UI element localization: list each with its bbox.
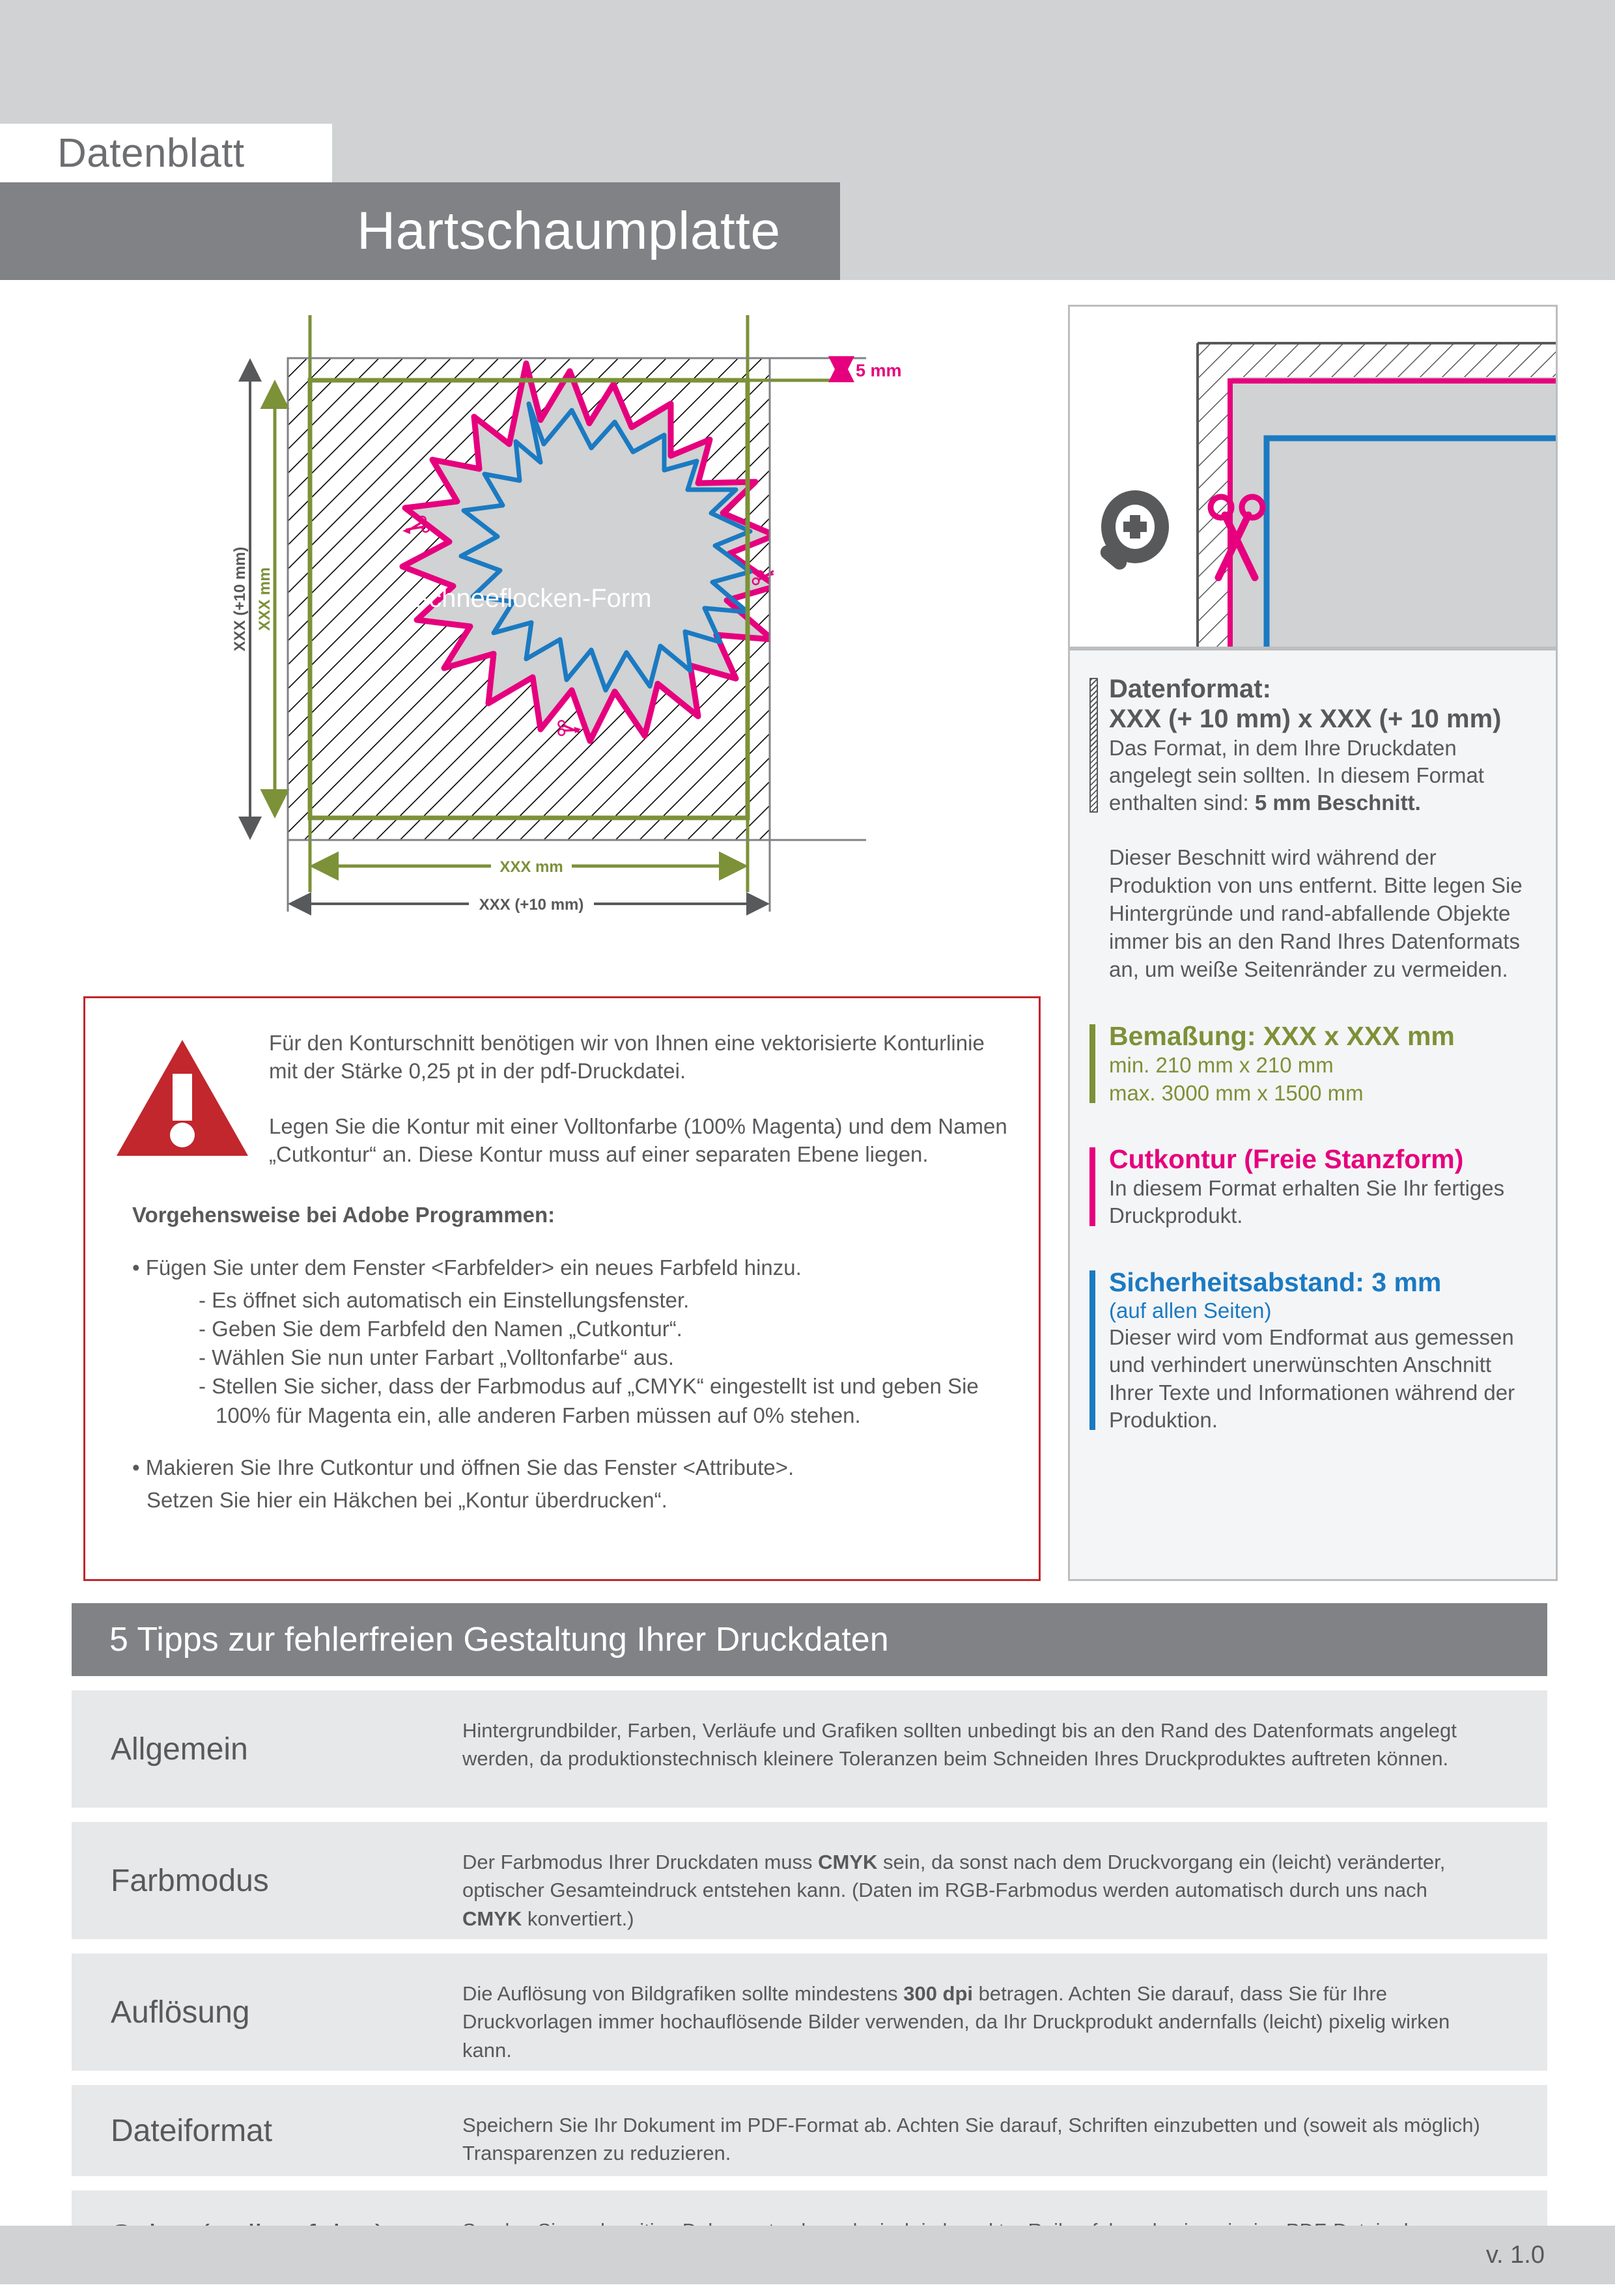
procedure-bullet-2: • Makieren Sie Ihre Cutkontur und öffnen Sie das Fenster <Attribute>. (132, 1455, 794, 1479)
tip-description: Die Auflösung von Bildgrafiken sollte mindestens 300 dpi betragen. Achten Sie darauf, dass Sie für Ihre Druckvorlagen immer hochauflösende Bilder verwenden, da Ihr Druckprodukt andernfalls (leicht) pixelig wirken kann. (462, 1982, 1450, 2062)
height-outer-label: XXX (+10 mm) (231, 546, 249, 652)
width-outer-label: XXX (+10 mm) (479, 896, 584, 914)
magnifier-plus-icon (1097, 490, 1169, 572)
bemassung-accent-bar (1089, 1024, 1095, 1103)
tip-label: Farbmodus (111, 1863, 269, 1898)
datenformat-body (1109, 735, 1534, 817)
cutkontur-body: In diesem Format erhalten Sie Ihr fertiges Druckprodukt. (1109, 1176, 1505, 1228)
datenformat-dimensions: XXX (+ 10 mm) x XXX (+ 10 mm) (1109, 705, 1502, 734)
tip-label: Dateiformat (111, 2113, 273, 2148)
procedure-sub-3: - Wählen Sie nun unter Farbart „Volltonfarbe“ aus. (199, 1345, 675, 1370)
procedure-sub-4: - Stellen Sie sicher, dass der Farbmodus auf „CMYK“ eingestellt ist und geben Sie (199, 1374, 979, 1399)
sicherheitsabstand-body: Dieser wird vom Endformat aus gemessen und verhindert unerwünschten Anschnitt Ihrer Texte und Informationen während der Produktion. (1109, 1325, 1515, 1432)
technical-diagram (215, 306, 1016, 944)
tip-description: Der Farbmodus Ihrer Druckdaten muss CMYK sein, da sonst nach dem Druckvorgang ein (leicht) veränderter, optischer Gesamteindruck entstehen kann. (Daten im RGB-Farbmodus werden automatisch durch uns nach CMYK konvertiert.) (462, 1851, 1446, 1930)
tip-description: Hintergrundbilder, Farben, Verläufe und Grafiken sollten unbedingt bis an den Rand des Datenformats angelegt werden, da produktionstechnisch kleinere Toleranzen beim Schneiden Ihres Druckproduktes auftreten können. (462, 1719, 1457, 1771)
cutkontur-title: Cutkontur (Freie Stanzform) (1109, 1143, 1464, 1174)
page-title: Hartschaumplatte (357, 201, 781, 260)
version-label: v. 1.0 (1485, 2241, 1545, 2269)
datenformat-heading: Datenformat: (1109, 675, 1271, 703)
datasheet-tab-label: Datenblatt (57, 130, 245, 176)
datenformat-paragraph: Dieser Beschnitt wird während der Produktion von uns entfernt. Bitte legen Sie Hintergründe und rand-abfallende Objekte immer bis an den Rand Ihres Datenformats an, um weiße Seitenränder zu vermeiden. (1109, 845, 1523, 982)
bleed-label: 5 mm (856, 361, 902, 380)
bemassung-max: max. 3000 mm x 1500 mm (1109, 1080, 1364, 1105)
tips-table (72, 1690, 1547, 2296)
spec-sicherheitsabstand (1089, 1267, 1534, 1435)
spec-datenformat (1089, 674, 1534, 817)
shape-label: Schneeflocken-Form (411, 584, 652, 613)
sicherheitsabstand-accent-bar (1089, 1270, 1095, 1431)
bemassung-min: min. 210 mm x 210 mm (1109, 1053, 1334, 1078)
tip-label: Allgemein (111, 1731, 248, 1767)
tips-heading: 5 Tipps zur fehlerfreien Gestaltung Ihrer Druckdaten (109, 1621, 889, 1659)
cutkontur-accent-bar (1089, 1147, 1095, 1226)
datenformat-body-bold: 5 mm Beschnitt. (1254, 791, 1421, 815)
tip-label: Auflösung (111, 1995, 250, 2030)
product-title-band (0, 182, 840, 280)
specification-panel (1068, 649, 1558, 1581)
page-footer (0, 2226, 1615, 2284)
procedure-bullet-1: • Fügen Sie unter dem Fenster <Farbfelder> ein neues Farbfeld hinzu. (132, 1255, 802, 1280)
height-inner-label: XXX mm (256, 567, 274, 631)
sicherheitsabstand-title: Sicherheitsabstand: 3 mm (1109, 1267, 1442, 1297)
procedure-sub-2: - Geben Sie dem Farbfeld den Namen „Cutkontur“. (199, 1317, 682, 1341)
spec-bemassung (1089, 1020, 1534, 1107)
table-row (72, 2085, 1547, 2176)
spec-cutkontur (1089, 1143, 1534, 1230)
tip-description: Speichern Sie Ihr Dokument im PDF-Format ab. Achten Sie darauf, Schriften einzubetten und (soweit als möglich) Transparenzen zu reduzieren. (462, 2114, 1480, 2165)
warning-paragraph-2: Legen Sie die Kontur mit einer Volltonfarbe (100% Magenta) und dem Namen „Cutkontur“ an. Diese Kontur muss auf einer separaten Ebene liegen. (269, 1113, 1007, 1166)
procedure-sub-1: - Es öffnet sich automatisch ein Einstellungsfenster. (199, 1287, 690, 1312)
table-row (72, 1822, 1547, 1939)
corner-detail-panel (1068, 305, 1558, 649)
datenformat-body-text: Das Format, in dem Ihre Druckdaten angelegt sein sollten. In diesem Format enthalten sind: (1109, 735, 1484, 815)
cutkontur-warning-box (83, 996, 1041, 1581)
procedure-sub-4-continuation: 100% für Magenta ein, alle anderen Farben müssen auf 0% stehen. (216, 1403, 861, 1427)
warning-triangle-icon (114, 1029, 257, 1169)
procedure-heading: Vorgehensweise bei Adobe Programmen: (132, 1202, 555, 1227)
datasheet-tab (0, 124, 332, 182)
bleed-hatch-bar (1089, 678, 1098, 813)
warning-paragraph-1: Für den Konturschnitt benötigen wir von Ihnen eine vektorisierte Konturlinie mit der Stärke 0,25 pt in der pdf-Druckdatei. (269, 1031, 985, 1083)
procedure-bullet-2-continuation: Setzen Sie hier ein Häkchen bei „Kontur überdrucken“. (147, 1488, 667, 1513)
sicherheitsabstand-note: (auf allen Seiten) (1109, 1298, 1272, 1323)
bemassung-title: Bemaßung: XXX x XXX mm (1109, 1020, 1455, 1051)
table-row (72, 1953, 1547, 2071)
width-inner-label: XXX mm (499, 858, 563, 876)
table-row (72, 1690, 1547, 1808)
adobe-procedure (85, 1169, 1039, 1515)
tips-section-header (72, 1603, 1547, 1676)
